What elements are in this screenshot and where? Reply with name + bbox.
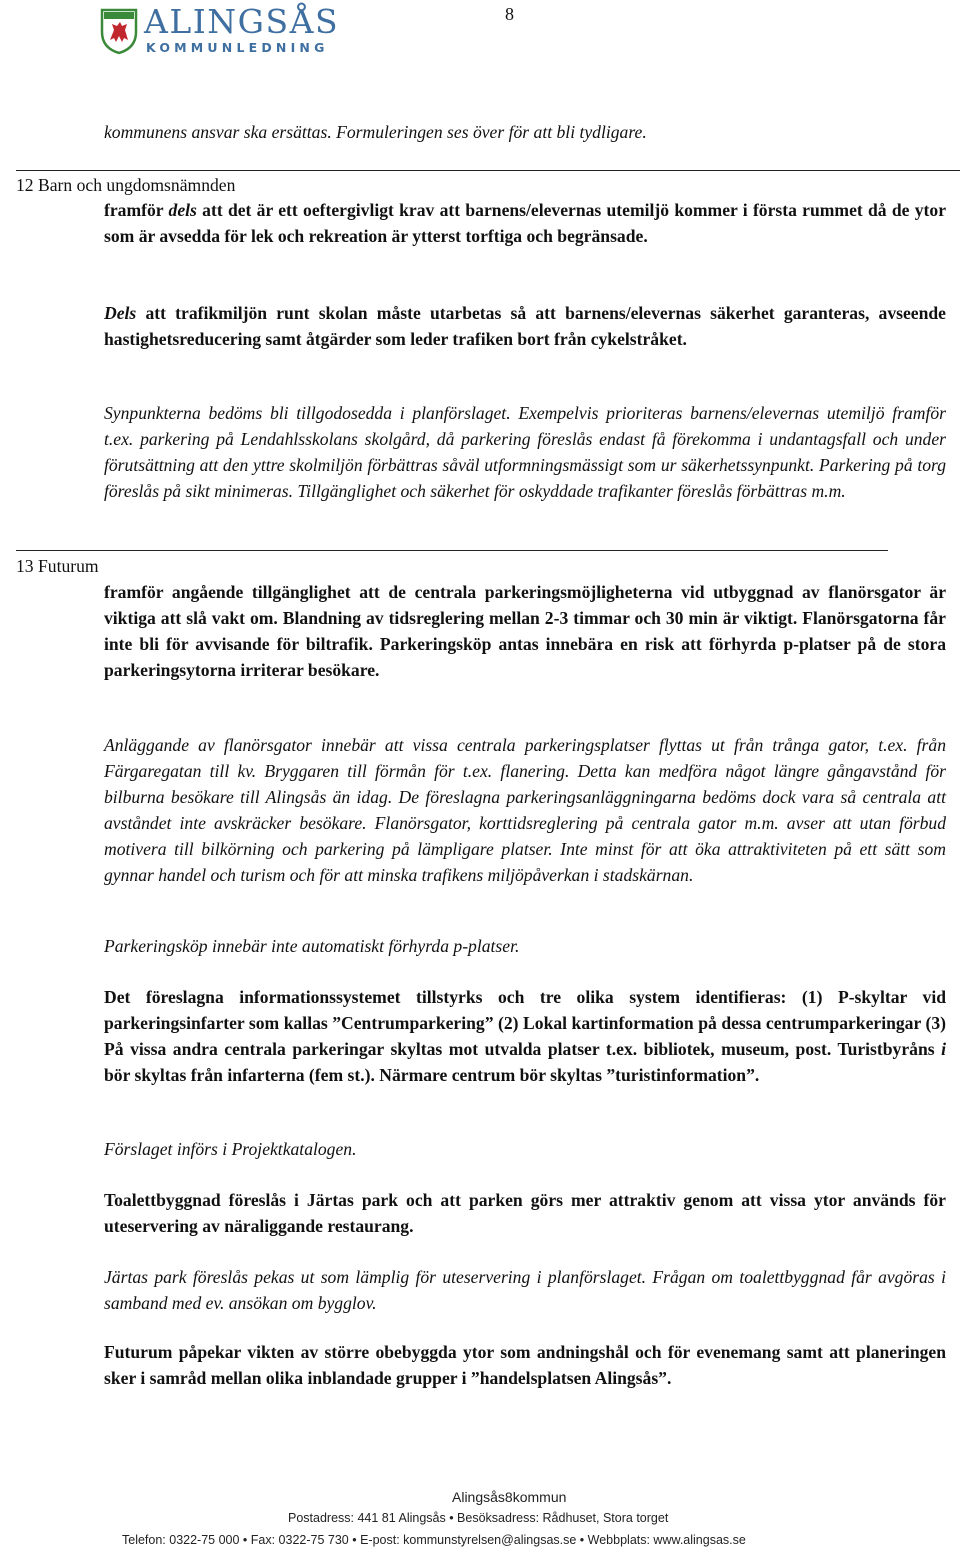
- section-13-paragraph-2: Det föreslagna informationssystemet tillstyrks och tre olika system identifieras: (1) P-skyltar vid parkeringsinfarter som kallas ”Centrumparkering” (2) Lokal kartinformation på dessa centrumparkeringar (3) På vissa andra centrala parkeringar skyltas mot utvalda platser t.ex. bibliotek, museum, post. Turistbyråns i bör skyltas från infarterna (fem st.). Närmare centrum bör skyltas ”turistinformation”.: [104, 987, 946, 1085]
- section-divider: [16, 550, 888, 551]
- coat-of-arms-icon: [100, 8, 138, 54]
- section-12-paragraph-1: framför dels att det är ett oeftergivligt krav att barnens/elevernas utemiljö kommer i första rummet då de ytor som är avsedda för lek och rekreation är ytterst torftiga och begränsade.: [104, 200, 946, 246]
- section-13-response-4: Järtas park föreslås pekas ut som lämplig för uteservering i planförslaget. Frågan om toalettbyggnad får avgöras i samband med ev. ansökan om bygglov.: [104, 1267, 946, 1313]
- section-12-response: Synpunkterna bedöms bli tillgodosedda i planförslaget. Exempelvis prioriteras barnens/elevernas utemiljö framför t.ex. parkering på Lendahlsskolans skolgård, då parkering föreslås endast få förekomma i undantagsfall och under förutsättning att den yttre skolmiljön förbättras såväl utformningsmässigt som ur säkerhetssynpunkt. Parkering på torg föreslås på sikt minimeras. Tillgänglighet och säkerhet för oskyddade trafikanter föreslås förbättras m.m.: [104, 403, 946, 501]
- section-12-paragraph-2: Dels att trafikmiljön runt skolan måste utarbetas så att barnens/elevernas säkerhet garanteras, avseende hastighetsreducering samt åtgärder som leder trafiken bort från cykelstråket.: [104, 303, 946, 349]
- logo-name: ALINGSÅS: [144, 2, 340, 41]
- footer-address: Postadress: 441 81 Alingsås • Besöksadress: Rådhuset, Stora torget: [288, 1511, 669, 1525]
- footer-contact: Telefon: 0322-75 000 • Fax: 0322-75 730 • E-post: kommunstyrelsen@alingsas.se • Webbplats: www.alingsas.se: [122, 1533, 746, 1547]
- logo-subtitle: KOMMUNLEDNING: [146, 40, 329, 55]
- section-13-paragraph-3: Toalettbyggnad föreslås i Järtas park och att parken görs mer attraktiv genom att vissa ytor används för uteservering av näraliggande restaurang.: [104, 1190, 946, 1236]
- intro-text: kommunens ansvar ska ersättas. Formuleringen ses över för att bli tydligare.: [104, 122, 647, 142]
- section-13-response-3: Förslaget införs i Projektkatalogen.: [104, 1139, 357, 1159]
- section-13-response-1: Anläggande av flanörsgator innebär att vissa centrala parkeringsplatser flyttas ut från trånga gator, t.ex. från Färgaregatan till kv. Bryggaren till förmån för t.ex. flanering. Detta kan medföra något längre gångavstånd för bilburna besökare till Alingsås än idag. De föreslagna parkeringsanläggningarna bedöms dock vara så centrala att avståndet inte avskräcker besökare. Flanörsgator, korttidsreglering på centrala gator m.m. avser att utan förbud motivera till bilkörning och parkering på lämpligare platser. Inte minst för att öka attraktiviteten på ett sätt som gynnar handel och turism och för att minska trafikens miljöpåverkan i stadskärnan.: [104, 735, 946, 885]
- footer-organisation: Alingsås8kommun: [452, 1489, 567, 1505]
- page-number: 8: [505, 4, 514, 24]
- section-divider: [16, 170, 960, 171]
- section-13-paragraph-4: Futurum påpekar vikten av större obebyggda ytor som andningshål och för evenemang samt att planeringen sker i samråd mellan olika inblandade grupper i ”handelsplatsen Alingsås”.: [104, 1342, 946, 1388]
- section-12-heading: 12 Barn och ungdomsnämnden: [16, 175, 236, 195]
- section-13-paragraph-1: framför angående tillgänglighet att de centrala parkeringsmöjligheterna vid utbyggnad av flanörsgator är viktiga att slå vakt om. Blandning av tidsreglering mellan 2-3 timmar och 30 min är viktigt. Flanörsgatorna får inte bli för avvisande för biltrafik. Parkeringsköp antas innebära en risk att förhyrda p-platser på de stora parkeringsytorna irriterar besökare.: [104, 582, 946, 680]
- section-13-heading: 13 Futurum: [16, 556, 99, 576]
- section-13-response-2: Parkeringsköp innebär inte automatiskt förhyrda p-platser.: [104, 936, 520, 956]
- municipality-logo: [100, 2, 340, 56]
